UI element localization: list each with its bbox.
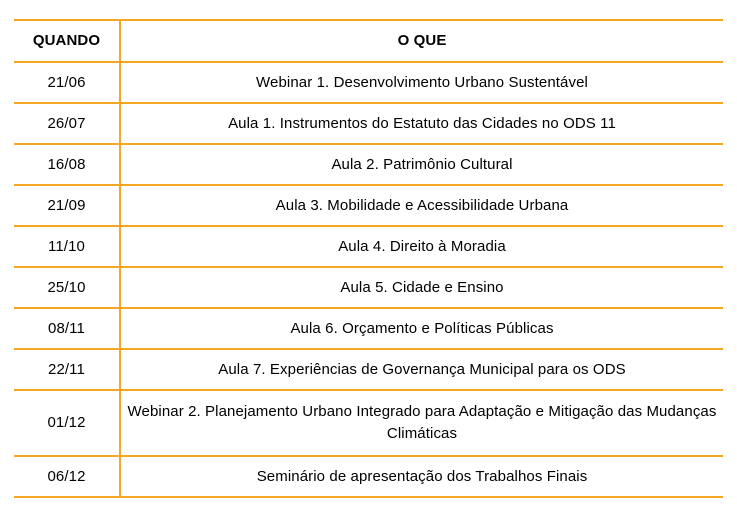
table-row [14, 226, 723, 267]
date-cell: 01/12 [14, 390, 120, 456]
table-row [14, 267, 723, 308]
table-row [14, 308, 723, 349]
event-cell: Aula 4. Direito à Moradia [120, 226, 723, 267]
date-cell: 21/09 [14, 185, 120, 226]
event-cell: Aula 7. Experiências de Governança Municipal para os ODS [120, 349, 723, 390]
date-cell: 06/12 [14, 456, 120, 497]
date-cell: 21/06 [14, 62, 120, 103]
event-cell: Aula 6. Orçamento e Políticas Públicas [120, 308, 723, 349]
event-cell: Webinar 1. Desenvolvimento Urbano Sustentável [120, 62, 723, 103]
table-row [14, 185, 723, 226]
event-cell: Aula 2. Patrimônio Cultural [120, 144, 723, 185]
date-cell: 25/10 [14, 267, 120, 308]
schedule-table [14, 19, 723, 498]
event-cell: Aula 1. Instrumentos do Estatuto das Cidades no ODS 11 [120, 103, 723, 144]
event-cell: Webinar 2. Planejamento Urbano Integrado para Adaptação e Mitigação das Mudanças Climáticas [120, 390, 723, 456]
table-row [14, 456, 723, 497]
header-what: O QUE [120, 20, 723, 62]
header-row [14, 20, 723, 62]
table-header [14, 20, 723, 62]
table-row [14, 62, 723, 103]
table-row [14, 144, 723, 185]
table-row [14, 349, 723, 390]
date-cell: 26/07 [14, 103, 120, 144]
header-when: QUANDO [14, 20, 120, 62]
date-cell: 11/10 [14, 226, 120, 267]
date-cell: 16/08 [14, 144, 120, 185]
date-cell: 08/11 [14, 308, 120, 349]
table-body [14, 62, 723, 497]
event-cell: Aula 5. Cidade e Ensino [120, 267, 723, 308]
table-row [14, 390, 723, 456]
event-cell: Seminário de apresentação dos Trabalhos Finais [120, 456, 723, 497]
date-cell: 22/11 [14, 349, 120, 390]
event-cell: Aula 3. Mobilidade e Acessibilidade Urbana [120, 185, 723, 226]
table-row [14, 103, 723, 144]
